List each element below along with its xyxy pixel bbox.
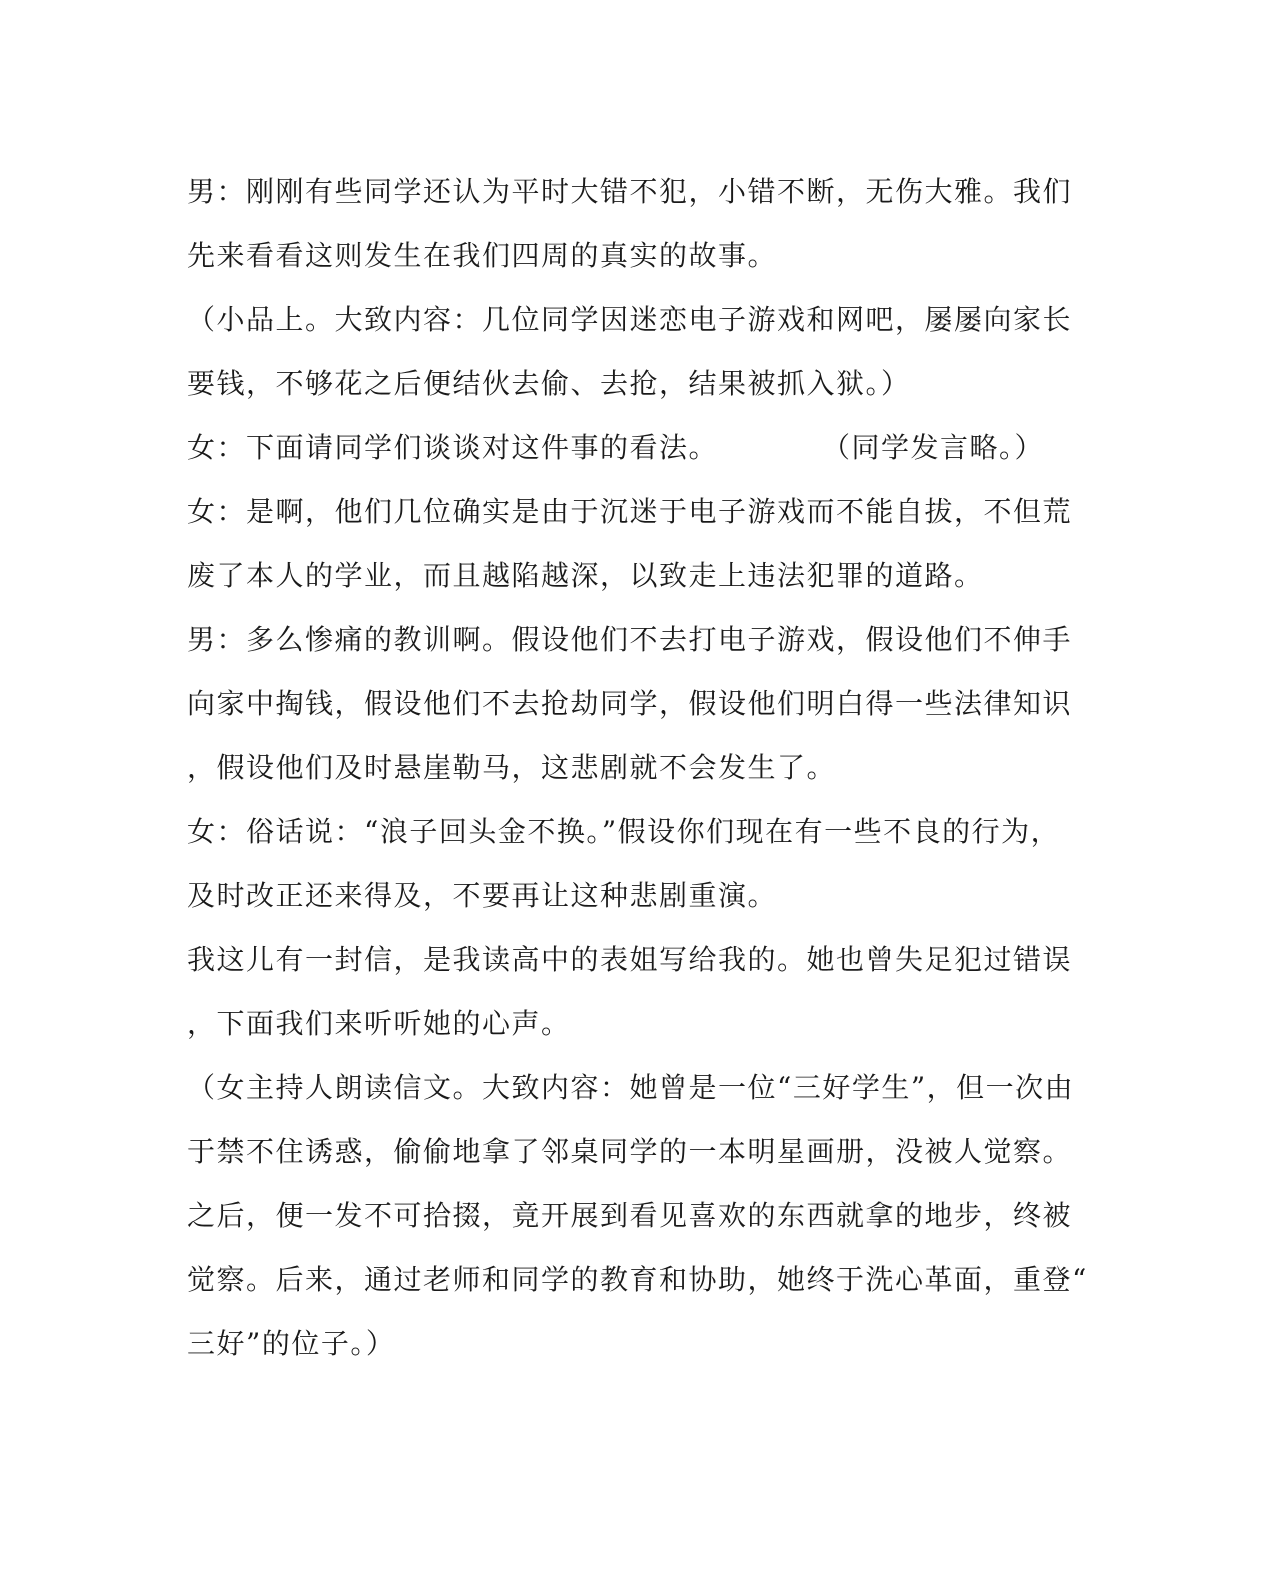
text-line: 之后，便一发不可拾掇，竟开展到看见喜欢的东西就拿的地步，终被 [187, 1199, 1073, 1232]
text-line: 三好”的位子。） [187, 1327, 396, 1360]
text-line: ，假设他们及时悬崖勒马，这悲剧就不会发生了。 [187, 751, 837, 784]
text-line: 我这儿有一封信，是我读高中的表姐写给我的。她也曾失足犯过错误 [187, 943, 1073, 976]
text-line: 男：刚刚有些同学还认为平时大错不犯，小错不断，无伤大雅。我们 [187, 175, 1073, 208]
text-line: 女：俗话说：“浪子回头金不换。”假设你们现在有一些不良的行为， [187, 815, 1061, 848]
text-line: 觉察。后来，通过老师和同学的教育和协助，她终于洗心革面，重登“ [187, 1263, 1088, 1296]
text-line: 先来看看这则发生在我们四周的真实的故事。 [187, 239, 778, 272]
text-line: 于禁不住诱惑，偷偷地拿了邻桌同学的一本明星画册，没被人觉察。 [187, 1135, 1073, 1168]
text-line: （女主持人朗读信文。大致内容：她曾是一位“三好学生”，但一次由 [187, 1071, 1075, 1104]
text-line: 向家中掏钱，假设他们不去抢劫同学，假设他们明白得一些法律知识 [187, 687, 1073, 720]
text-line: 女：是啊，他们几位确实是由于沉迷于电子游戏而不能自拔，不但荒 [187, 495, 1073, 528]
text-line: 女：下面请同学们谈谈对这件事的看法。 （同学发言略。） [187, 431, 1045, 464]
text-line: （小品上。大致内容：几位同学因迷恋电子游戏和网吧，屡屡向家长 [187, 303, 1073, 336]
text-line: ，下面我们来听听她的心声。 [187, 1007, 571, 1040]
document-body [187, 160, 1088, 1376]
text-line: 要钱，不够花之后便结伙去偷、去抢，结果被抓入狱。） [187, 367, 911, 400]
text-line: 及时改正还来得及，不要再让这种悲剧重演。 [187, 879, 778, 912]
text-line: 废了本人的学业，而且越陷越深，以致走上违法犯罪的道路。 [187, 559, 984, 592]
text-line: 男：多么惨痛的教训啊。假设他们不去打电子游戏，假设他们不伸手 [187, 623, 1073, 656]
